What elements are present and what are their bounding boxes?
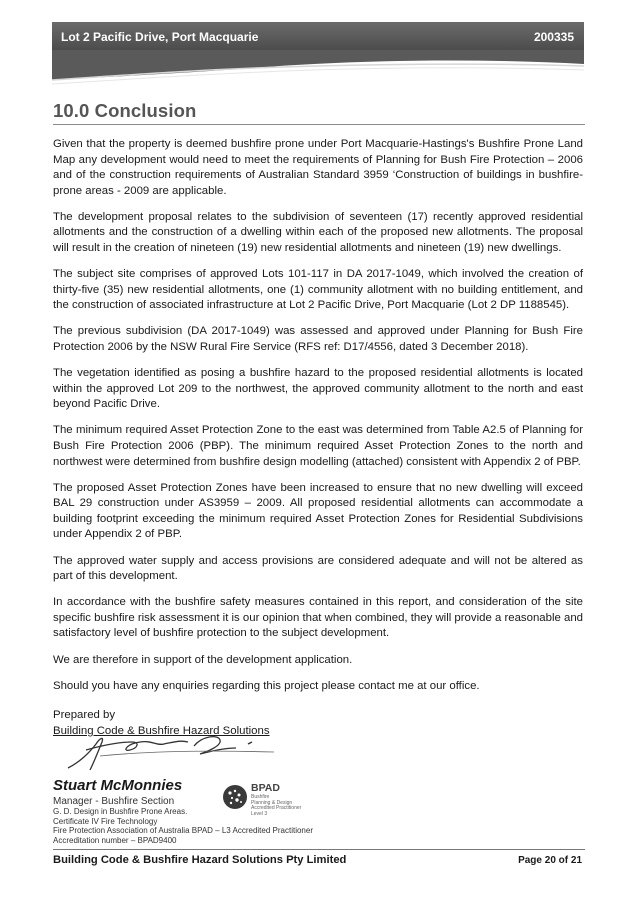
bpad-sub-line: Bushfire (251, 794, 270, 800)
paragraph: We are therefore in support of the development application. (53, 653, 353, 666)
qualification-line: Accreditation number – BPAD9400 (53, 835, 177, 845)
header-job-number: 200335 (533, 30, 574, 44)
page-title: 10.0 Conclusion (53, 100, 197, 121)
paragraph: In accordance with the bushfire safety measures contained in this report, and consideration of the site specific bushfire risk assessment it is our opinion that when combined, they will provide a reasonable and satisfactory level of bushfire protection to the subject development. (53, 596, 583, 640)
paragraph: Given that the property is deemed bushfire prone under Port Macquarie-Hastings's Bushfire Prone Land Map any development would need to meet the requirements of Planning for Bush Fire Protection – 2006 and of the construction requirements of Australian Standard 3959 ‘Construction of buildings in bushfire-prone areas - 2009 are applicable. (53, 138, 583, 197)
header-address: Lot 2 Pacific Drive, Port Macquarie (61, 30, 259, 44)
prepared-by-label: Prepared by (53, 709, 116, 722)
bpad-dots-icon (222, 784, 248, 810)
bpad-label: BPAD (251, 782, 280, 794)
paragraph: Should you have any enquiries regarding this project please contact me at our office. (53, 679, 480, 692)
qualification-line: Certificate IV Fire Technology (53, 816, 158, 826)
bpad-sub-line: Accredited Practitioner (251, 805, 302, 812)
footer-divider (53, 849, 585, 850)
header-banner (52, 22, 584, 52)
paragraph: The development proposal relates to the subdivision of seventeen (17) recently approved residential allotments and the construction of a dwelling within each of the proposed new allotments. The proposal will result in the creation of nineteen (19) new residential allotments and nineteen (19) new dwellings. (53, 210, 583, 255)
bpad-badge (222, 782, 302, 822)
paragraph: The previous subdivision (DA 2017-1049) was assessed and approved under Planning for Bush Fire Protection 2006 by the NSW Rural Fire Service (RFS ref: D17/4556, dated 3 December 2018). (53, 325, 583, 354)
bpad-sub-line: Level 3 (251, 810, 268, 817)
conclusion-body (53, 137, 583, 739)
paragraph: The vegetation identified as posing a bushfire hazard to the proposed residential allotments is located within the approved Lot 209 to the northwest, the approved community allotment to the north and east beyond Pacific Drive. (53, 367, 583, 411)
signatory-name: Stuart McMonnies (53, 777, 183, 794)
paragraph: The subject site comprises of approved Lots 101-117 in DA 2017-1049, which involved the creation of thirty-five (35) new residential allotments, one (1) community allotment with no building entitlement, and the construction of associated infrastructure at Lot 2 Pacific Drive, Port Macquarie (Lot 2 DP 1188545). (53, 268, 583, 312)
signatory-role: Manager - Bushfire Section (53, 796, 175, 807)
footer-page-number: Page 20 of 21 (518, 855, 582, 866)
bpad-sub-line: Planning & Design (251, 799, 293, 806)
qualification-line: G. D. Design in Bushfire Prone Areas. (53, 807, 188, 816)
paragraph: The approved water supply and access provisions are considered adequate and will not be altered as part of this development. (53, 554, 583, 583)
bpad-subtext (251, 795, 301, 817)
qualification-line: Fire Protection Association of Australia BPAD – L3 Accredited Practitioner (53, 826, 313, 836)
paragraph: The minimum required Asset Protection Zone to the east was determined from Table A2.5 of Planning for Bush Fire Protection 2006 (PBP). The minimum required Asset Protection Zones to the north and northwest were determined from bushfire design modelling (attached) consistent with Appendix 2 of PBP. (53, 424, 583, 468)
footer-company: Building Code & Bushfire Hazard Solutions Pty Limited (53, 854, 347, 866)
paragraph: The proposed Asset Protection Zones have been increased to ensure that no new dwelling will exceed BAL 29 construction under AS3959 – 2009. All proposed residential allotments can accommodate a building footprint exceeding the minimum required Asset Protection Zones for Residential Subdivisions under Appendix 2 of PBP. (53, 481, 583, 541)
signature-icon (60, 728, 280, 774)
header-swoosh (52, 50, 584, 86)
title-divider (53, 124, 585, 125)
prepared-by-company: Building Code & Bushfire Hazard Solutions (53, 724, 270, 737)
